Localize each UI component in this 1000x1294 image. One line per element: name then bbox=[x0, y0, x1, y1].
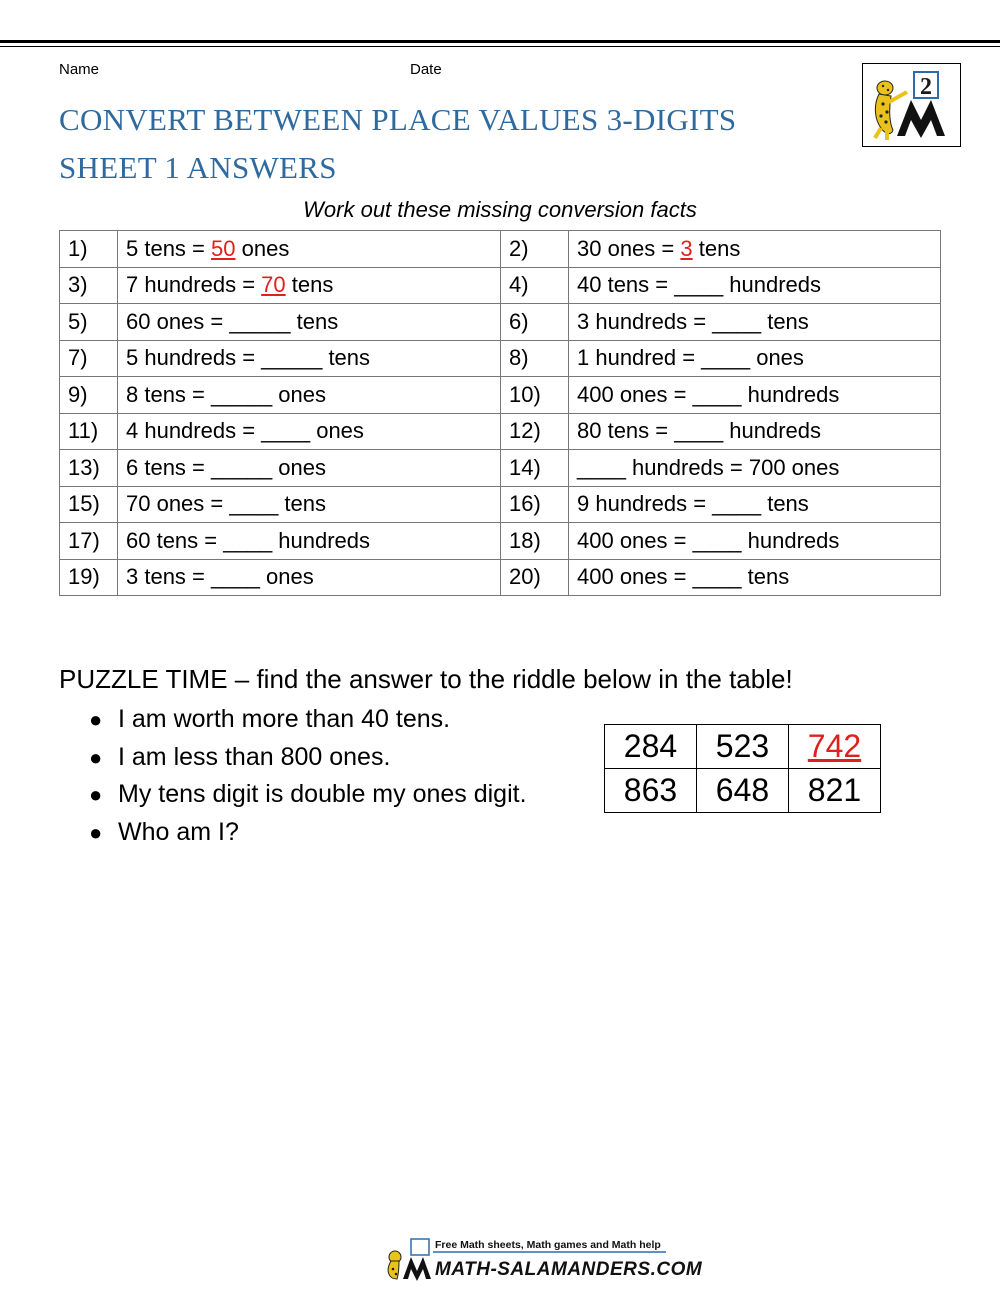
bullet-icon: ● bbox=[89, 782, 103, 807]
clue-text: I am less than 800 ones. bbox=[118, 742, 391, 771]
question-number: 1) bbox=[60, 231, 118, 268]
table-row bbox=[60, 304, 941, 341]
question-text bbox=[569, 267, 941, 304]
question-prefix: 9 hundreds = ____ tens bbox=[577, 491, 809, 517]
question-number: 17) bbox=[60, 523, 118, 560]
question-number: 14) bbox=[501, 450, 569, 487]
question-text bbox=[569, 340, 941, 377]
answer-value: 70 bbox=[261, 272, 286, 298]
question-number: 4) bbox=[501, 267, 569, 304]
salamander-icon bbox=[863, 64, 960, 146]
footer-site: MATH-SALAMANDERS.COM bbox=[435, 1259, 703, 1280]
answer-grid bbox=[604, 724, 881, 813]
table-row bbox=[60, 231, 941, 268]
question-number: 8) bbox=[501, 340, 569, 377]
question-text bbox=[569, 523, 941, 560]
bullet-icon: ● bbox=[89, 819, 103, 845]
question-prefix: 40 tens = ____ hundreds bbox=[577, 272, 822, 298]
question-number: 15) bbox=[60, 486, 118, 523]
puzzle-heading: PUZZLE TIME – find the answer to the riddle below in the table! bbox=[59, 664, 793, 694]
math-salamanders-logo-icon bbox=[381, 1233, 703, 1283]
list-item bbox=[59, 814, 527, 852]
question-text bbox=[118, 559, 501, 596]
table-row bbox=[605, 725, 881, 769]
list-item bbox=[59, 739, 527, 777]
question-prefix: 4 hundreds = ____ ones bbox=[126, 418, 364, 444]
question-number: 10) bbox=[501, 377, 569, 414]
question-number: 6) bbox=[501, 304, 569, 341]
grade-badge: 2 bbox=[920, 74, 932, 100]
table-row bbox=[60, 377, 941, 414]
clue-text: My tens digit is double my ones digit. bbox=[118, 780, 527, 808]
table-row bbox=[60, 559, 941, 596]
question-number: 7) bbox=[60, 340, 118, 377]
question-prefix: 6 tens = _____ ones bbox=[126, 454, 326, 480]
question-text bbox=[118, 231, 501, 268]
question-text bbox=[118, 413, 501, 450]
question-prefix: 70 ones = ____ tens bbox=[126, 491, 326, 517]
question-text bbox=[118, 340, 501, 377]
question-prefix: 400 ones = ____ hundreds bbox=[577, 527, 840, 553]
question-text bbox=[118, 450, 501, 487]
question-number: 16) bbox=[501, 486, 569, 523]
footer-tagline: Free Math sheets, Math games and Math help bbox=[435, 1239, 661, 1251]
question-prefix: 30 ones = bbox=[577, 235, 681, 261]
question-text bbox=[118, 523, 501, 560]
question-prefix: 3 hundreds = ____ tens bbox=[577, 308, 809, 334]
top-rule-thin bbox=[0, 46, 1000, 47]
grid-cell: 821 bbox=[789, 769, 881, 813]
date-label: Date bbox=[410, 61, 442, 78]
question-suffix: tens bbox=[285, 272, 334, 298]
question-text bbox=[569, 413, 941, 450]
question-prefix: 3 tens = ____ ones bbox=[126, 564, 314, 590]
question-number: 2) bbox=[501, 231, 569, 268]
grid-cell-answer: 742 bbox=[789, 725, 881, 769]
clue-list bbox=[59, 701, 527, 851]
answer-value: 3 bbox=[680, 235, 693, 261]
question-suffix: tens bbox=[692, 235, 741, 261]
question-text bbox=[569, 450, 941, 487]
grid-cell: 284 bbox=[605, 725, 697, 769]
question-number: 5) bbox=[60, 304, 118, 341]
page-title: CONVERT BETWEEN PLACE VALUES 3-DIGITS bbox=[59, 102, 737, 137]
grid-cell: 523 bbox=[697, 725, 789, 769]
table-row bbox=[60, 267, 941, 304]
question-prefix: 400 ones = ____ hundreds bbox=[577, 381, 840, 407]
question-number: 3) bbox=[60, 267, 118, 304]
question-prefix: 400 ones = ____ tens bbox=[577, 564, 790, 590]
question-number: 19) bbox=[60, 559, 118, 596]
bullet-icon: ● bbox=[89, 744, 103, 770]
question-prefix: 5 tens = bbox=[126, 235, 212, 261]
list-item bbox=[59, 776, 527, 814]
question-number: 20) bbox=[501, 559, 569, 596]
instructions: Work out these missing conversion facts bbox=[303, 197, 697, 222]
question-text bbox=[118, 304, 501, 341]
question-prefix: 60 ones = _____ tens bbox=[126, 308, 339, 334]
question-number: 13) bbox=[60, 450, 118, 487]
question-text bbox=[118, 267, 501, 304]
answer-value: 50 bbox=[211, 235, 236, 261]
question-number: 11) bbox=[60, 413, 118, 450]
conversion-table bbox=[59, 230, 941, 596]
name-label: Name bbox=[59, 61, 100, 78]
table-row bbox=[60, 413, 941, 450]
table-row bbox=[605, 769, 881, 813]
table-row bbox=[60, 340, 941, 377]
question-prefix: ____ hundreds = 700 ones bbox=[577, 454, 840, 480]
question-number: 18) bbox=[501, 523, 569, 560]
question-prefix: 8 tens = _____ ones bbox=[126, 381, 326, 407]
question-suffix: ones bbox=[235, 235, 290, 261]
question-text bbox=[569, 559, 941, 596]
question-text bbox=[118, 486, 501, 523]
grid-cell: 863 bbox=[605, 769, 697, 813]
bullet-icon: ● bbox=[89, 707, 103, 732]
question-prefix: 1 hundred = ____ ones bbox=[577, 345, 804, 371]
question-prefix: 5 hundreds = _____ tens bbox=[126, 345, 371, 371]
salamander-logo bbox=[862, 63, 961, 147]
question-number: 9) bbox=[60, 377, 118, 414]
table-row bbox=[60, 523, 941, 560]
question-text bbox=[569, 231, 941, 268]
question-number: 12) bbox=[501, 413, 569, 450]
question-prefix: 60 tens = ____ hundreds bbox=[126, 527, 371, 553]
question-text bbox=[569, 377, 941, 414]
page-subtitle: SHEET 1 ANSWERS bbox=[59, 150, 337, 185]
clue-text: Who am I? bbox=[118, 817, 239, 846]
question-prefix: 7 hundreds = bbox=[126, 272, 262, 298]
question-text bbox=[569, 486, 941, 523]
clue-text: I am worth more than 40 tens. bbox=[118, 705, 451, 733]
list-item bbox=[59, 701, 527, 739]
footer-logo[interactable] bbox=[381, 1233, 703, 1283]
grid-cell: 648 bbox=[697, 769, 789, 813]
question-prefix: 80 tens = ____ hundreds bbox=[577, 418, 822, 444]
table-row bbox=[60, 486, 941, 523]
question-text bbox=[569, 304, 941, 341]
table-row bbox=[60, 450, 941, 487]
question-text bbox=[118, 377, 501, 414]
top-rule bbox=[0, 40, 1000, 43]
